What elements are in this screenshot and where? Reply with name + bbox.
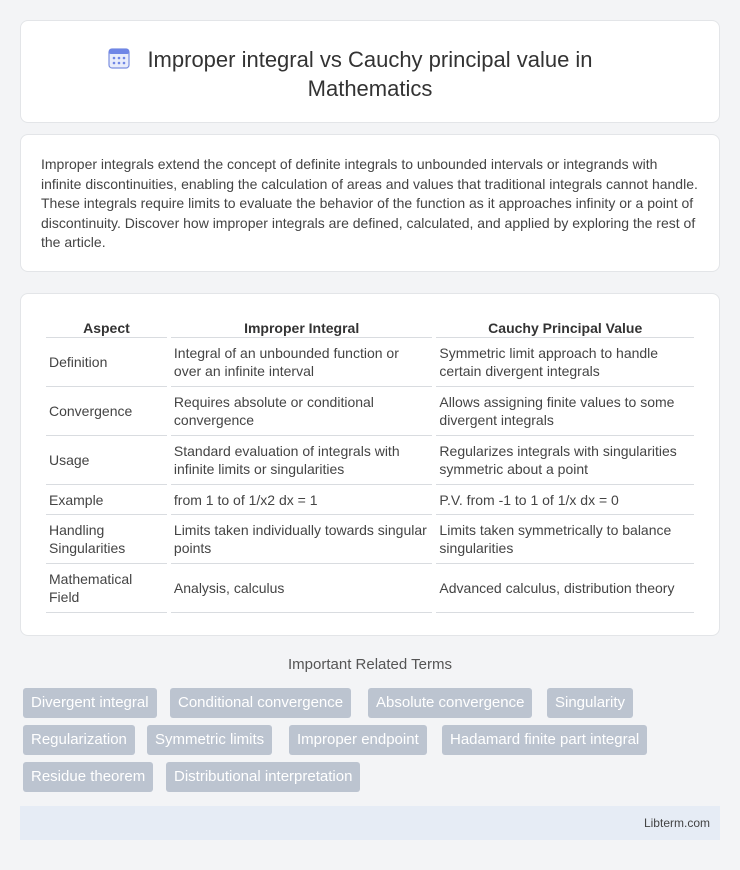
cell-aspect: Example — [46, 485, 167, 515]
tag-divergent-integral[interactable]: Divergent integral — [23, 688, 157, 718]
page-title: Improper integral vs Cauchy principal value in Mathematics — [147, 47, 593, 101]
cell-aspect: Mathematical Field — [46, 564, 167, 613]
cell-cauchy: P.V. from -1 to 1 of 1/x dx = 0 — [436, 485, 694, 515]
header-improper-integral: Improper Integral — [171, 316, 433, 338]
tag-symmetric-limits[interactable]: Symmetric limits — [147, 725, 272, 755]
table-row — [46, 338, 694, 387]
cell-cauchy: Advanced calculus, distribution theory — [436, 564, 694, 613]
header-cauchy-principal-value: Cauchy Principal Value — [436, 316, 694, 338]
comparison-table — [42, 316, 698, 613]
table-row — [46, 485, 694, 515]
tag-absolute-convergence[interactable]: Absolute convergence — [368, 688, 532, 718]
table-header-row — [46, 316, 694, 338]
tag-hadamard-finite-part-integral[interactable]: Hadamard finite part integral — [442, 725, 647, 755]
cell-aspect: Convergence — [46, 387, 167, 436]
comparison-card — [20, 293, 720, 636]
cell-improper: Limits taken individually towards singular points — [171, 515, 433, 564]
cell-improper: Integral of an unbounded function or over an infinite interval — [171, 338, 433, 387]
tag-conditional-convergence[interactable]: Conditional convergence — [170, 688, 351, 718]
cell-improper: Requires absolute or conditional convergence — [171, 387, 433, 436]
cell-aspect: Handling Singularities — [46, 515, 167, 564]
tag-distributional-interpretation[interactable]: Distributional interpretation — [166, 762, 360, 792]
tag-residue-theorem[interactable]: Residue theorem — [23, 762, 153, 792]
cell-aspect: Usage — [46, 436, 167, 485]
cell-cauchy: Regularizes integrals with singularities symmetric about a point — [436, 436, 694, 485]
cell-improper: from 1 to of 1/x2 dx = 1 — [171, 485, 433, 515]
intro-card — [20, 134, 720, 272]
tag-regularization[interactable]: Regularization — [23, 725, 135, 755]
table-row — [46, 515, 694, 564]
cell-improper: Analysis, calculus — [171, 564, 433, 613]
cell-aspect: Definition — [46, 338, 167, 387]
title-card — [20, 20, 720, 123]
footer-site-link[interactable]: Libterm.com — [643, 816, 710, 830]
related-terms-heading: Important Related Terms — [288, 656, 452, 673]
table-row — [46, 387, 694, 436]
cell-improper: Standard evaluation of integrals with infinite limits or singularities — [171, 436, 433, 485]
footer — [20, 806, 720, 840]
tag-singularity[interactable]: Singularity — [547, 688, 633, 718]
cell-cauchy: Allows assigning finite values to some divergent integrals — [436, 387, 694, 436]
cell-cauchy: Limits taken symmetrically to balance singularities — [436, 515, 694, 564]
table-row — [46, 564, 694, 613]
header-aspect: Aspect — [46, 316, 167, 338]
tag-improper-endpoint[interactable]: Improper endpoint — [289, 725, 427, 755]
intro-paragraph: Improper integrals extend the concept of definite integrals to unbounded intervals or integrands with infinite discontinuities, enabling the calculation of areas and values that traditional integrals cannot handle. These integrals require limits to evaluate the behavior of the function as it approaches infinity or a point of discontinuity. Discover how improper integrals are defined, calculated, and applied by exploring the rest of the article. — [41, 156, 698, 250]
cell-cauchy: Symmetric limit approach to handle certain divergent integrals — [436, 338, 694, 387]
table-row — [46, 436, 694, 485]
